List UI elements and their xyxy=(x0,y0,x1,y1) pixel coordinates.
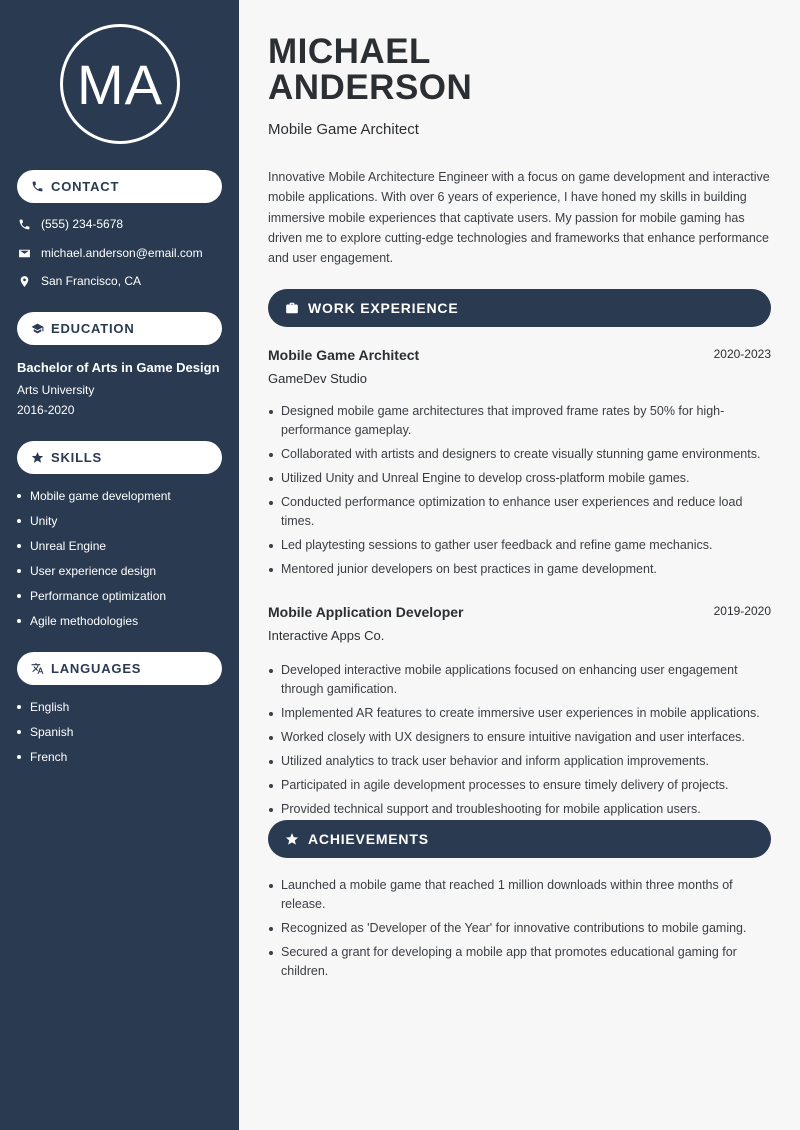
graduation-cap-icon xyxy=(31,322,44,335)
contact-heading xyxy=(17,170,222,203)
last-name: ANDERSON xyxy=(268,68,473,107)
list-item: Implemented AR features to create immersive user experiences in mobile applications. xyxy=(268,704,773,723)
language-item: Spanish xyxy=(17,719,73,744)
work-experience-heading xyxy=(268,289,771,327)
achievements-heading xyxy=(268,820,771,858)
contact-phone xyxy=(17,217,123,231)
phone-icon xyxy=(31,180,44,193)
contact-location xyxy=(17,274,141,288)
work-experience-heading-label: WORK EXPERIENCE xyxy=(308,300,459,316)
monogram-avatar: MA xyxy=(60,24,180,144)
main-content xyxy=(239,0,800,1130)
skill-item: User experience design xyxy=(17,558,171,583)
first-name: MICHAEL xyxy=(268,32,431,71)
skill-item: Performance optimization xyxy=(17,583,171,608)
list-item: Participated in agile development processes to ensure timely delivery of projects. xyxy=(268,776,773,795)
list-item: Recognized as 'Developer of the Year' for innovative contributions to mobile gaming. xyxy=(268,919,773,938)
skills-heading xyxy=(17,441,222,474)
location: San Francisco, CA xyxy=(41,274,142,288)
languages-list xyxy=(17,694,73,769)
job-1-dates: 2020-2023 xyxy=(713,347,771,361)
list-item: Utilized Unity and Unreal Engine to develop cross-platform mobile games. xyxy=(268,469,773,488)
full-name xyxy=(268,34,472,106)
skills-heading-label: SKILLS xyxy=(51,450,103,465)
briefcase-icon xyxy=(285,301,299,315)
list-item: Led playtesting sessions to gather user feedback and refine game mechanics. xyxy=(268,536,773,555)
achievements-heading-label: ACHIEVEMENTS xyxy=(308,831,429,847)
job-1-bullets xyxy=(268,402,773,584)
sidebar xyxy=(0,0,239,1130)
phone-icon xyxy=(17,217,31,231)
list-item: Worked closely with UX designers to ensure intuitive navigation and user interfaces. xyxy=(268,728,773,747)
list-item: Launched a mobile game that reached 1 million downloads within three months of release. xyxy=(268,876,773,914)
location-pin-icon xyxy=(17,274,31,288)
star-icon xyxy=(285,832,299,846)
phone-number: (555) 234-5678 xyxy=(41,217,124,231)
job-1-title: Mobile Game Architect xyxy=(268,347,420,363)
list-item: Utilized analytics to track user behavior and inform application improvements. xyxy=(268,752,773,771)
education-degree: Bachelor of Arts in Game Design xyxy=(17,360,220,375)
list-item: Collaborated with artists and designers to create visually stunning game environments. xyxy=(268,445,773,464)
list-item: Provided technical support and troubleshooting for mobile application users. xyxy=(268,800,773,819)
skills-list xyxy=(17,483,171,633)
translate-icon xyxy=(31,662,44,675)
languages-heading xyxy=(17,652,222,685)
list-item: Secured a grant for developing a mobile app that promotes educational gaming for children. xyxy=(268,943,773,981)
skill-item: Unreal Engine xyxy=(17,533,171,558)
list-item: Developed interactive mobile applications focused on enhancing user engagement through gamification. xyxy=(268,661,773,699)
list-item: Designed mobile game architectures that improved frame rates by 50% for high-performance gameplay. xyxy=(268,402,773,440)
job-2-title: Mobile Application Developer xyxy=(268,604,464,620)
star-icon xyxy=(31,451,44,464)
skill-item: Agile methodologies xyxy=(17,608,171,633)
job-title-header: Mobile Game Architect xyxy=(268,121,419,138)
job-2-bullets xyxy=(268,661,773,824)
job-2-company: Interactive Apps Co. xyxy=(268,628,385,643)
skill-item: Mobile game development xyxy=(17,483,171,508)
languages-heading-label: LANGUAGES xyxy=(51,661,142,676)
skill-item: Unity xyxy=(17,508,171,533)
education-heading-label: EDUCATION xyxy=(51,321,135,336)
job-1-company: GameDev Studio xyxy=(268,371,367,386)
list-item: Mentored junior developers on best practices in game development. xyxy=(268,560,773,579)
email-address[interactable]: michael.anderson@email.com xyxy=(41,246,203,260)
education-school: Arts University xyxy=(17,383,95,397)
profile-summary: Innovative Mobile Architecture Engineer with a focus on game development and interactive mobile applications. With over 6 years of experience, I have honed my skills in building immersive mobile experiences that captivate users. My passion for mobile gaming has driven me to explore cutting-edge technologies and frameworks that enhance performance and user engagement. xyxy=(268,170,770,266)
language-item: English xyxy=(17,694,73,719)
contact-email xyxy=(17,246,203,260)
contact-heading-label: CONTACT xyxy=(51,179,120,194)
education-years: 2016-2020 xyxy=(17,403,75,417)
list-item: Conducted performance optimization to enhance user experiences and reduce load times. xyxy=(268,493,773,531)
achievements-list xyxy=(268,876,773,986)
education-heading xyxy=(17,312,222,345)
language-item: French xyxy=(17,744,73,769)
envelope-icon xyxy=(17,246,31,260)
job-2-dates: 2019-2020 xyxy=(713,604,771,618)
